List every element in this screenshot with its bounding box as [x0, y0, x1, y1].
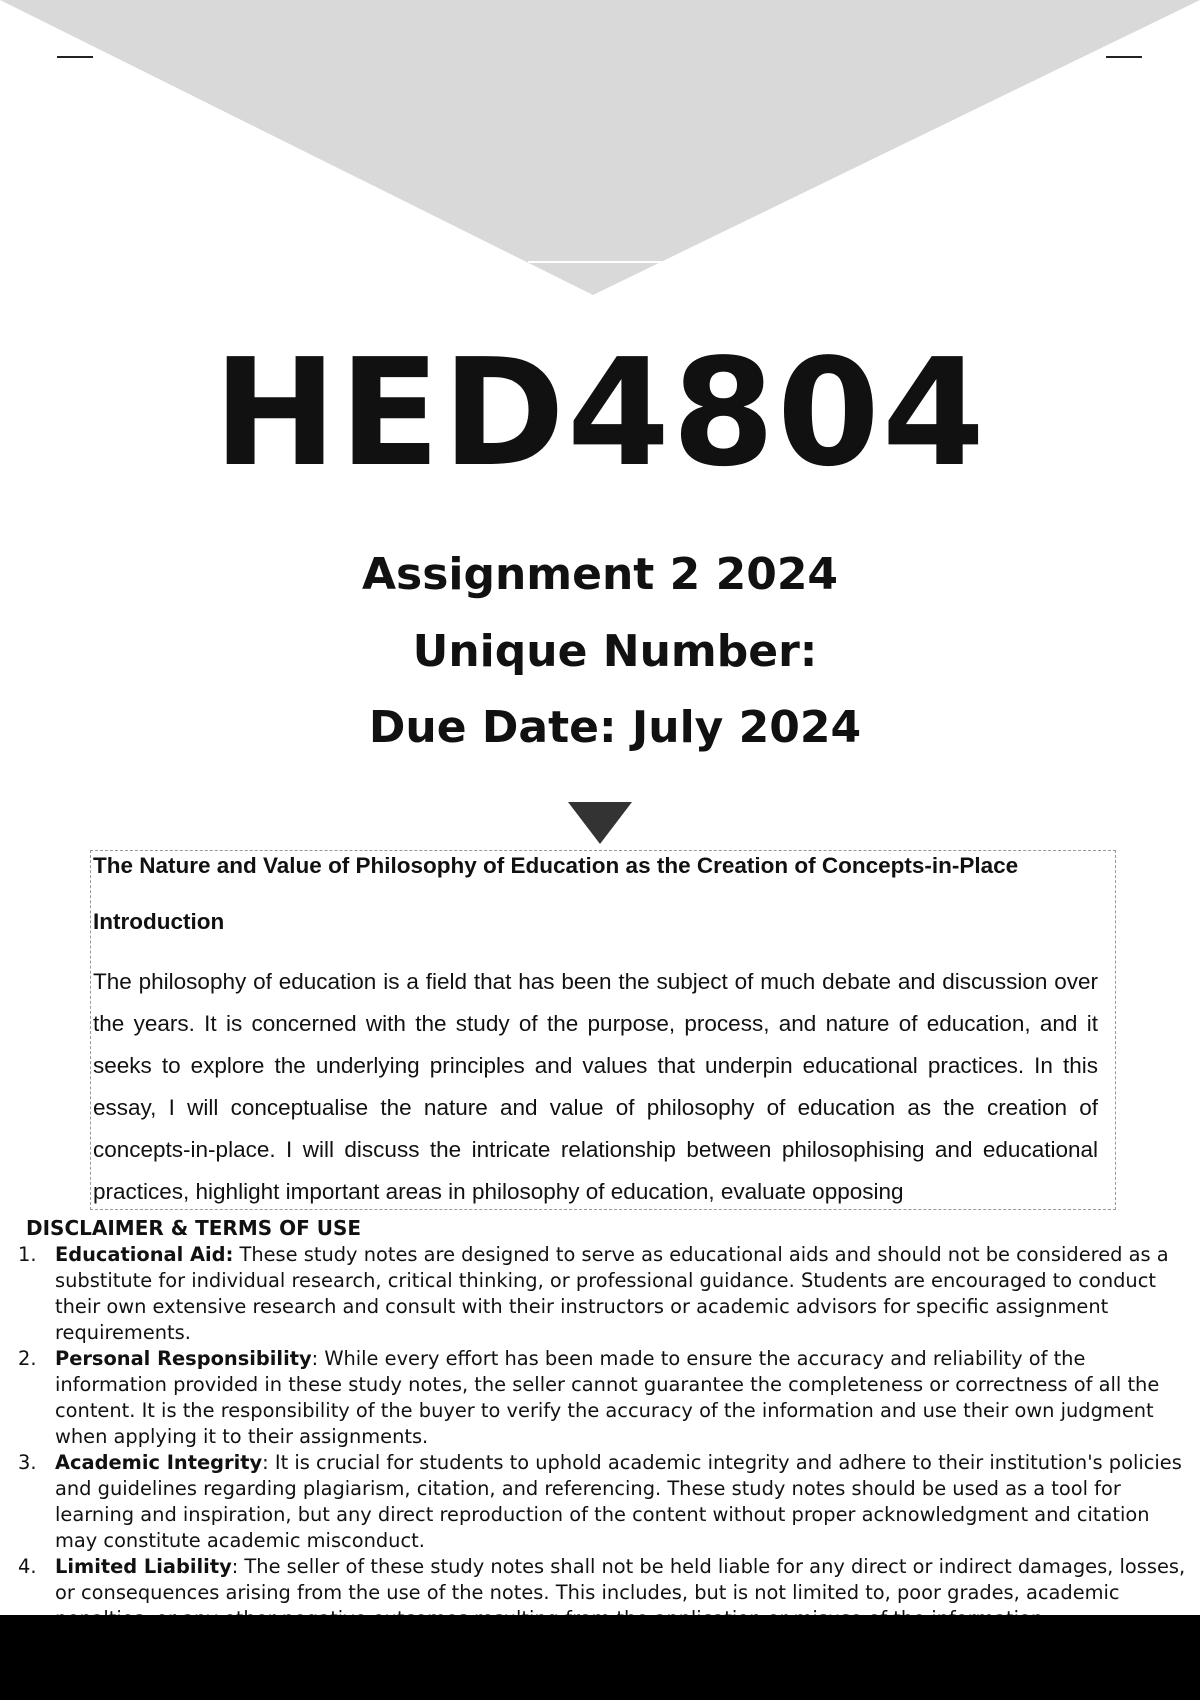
- list-number: 4.: [18, 1555, 37, 1578]
- disclaimer-item: [18, 1242, 1188, 1346]
- disclaimer-text: : The seller of these study notes shall not be held liable for any direct or indirect damages, losses, or consequences arising from the use of the notes. This includes, but is not limited to, poor grades, academic: [55, 1555, 1186, 1604]
- assignment-label: Assignment 2 2024: [361, 549, 839, 600]
- disclaimer-term: Personal Responsibility: [55, 1347, 312, 1370]
- disclaimer-term: Academic Integrity: [55, 1451, 263, 1474]
- disclaimer-text: These study notes are designed to serve as educational aids and should not be considered as a substitute for individual research, critical thinking, or professional guidance. Students are encouraged to conduct their own extensive research and consult with their instructors or academic advisors for specific assignment requirements.: [55, 1243, 1169, 1344]
- disclaimer-title: DISCLAIMER & TERMS OF USE: [26, 1216, 362, 1240]
- disclaimer-item: [18, 1450, 1188, 1554]
- unique-number-label: Unique Number:: [412, 626, 818, 677]
- disclaimer-list: [18, 1242, 1188, 1632]
- list-number: 3.: [18, 1451, 37, 1474]
- list-number: 2.: [18, 1347, 37, 1370]
- disclaimer-item: [18, 1346, 1188, 1450]
- decorative-chevron-banner: [0, 0, 1200, 300]
- document-excerpt: [90, 850, 1116, 1210]
- course-code-title: HED4804: [213, 327, 987, 499]
- excerpt-title: The Nature and Value of Philosophy of Education as the Creation of Concepts-in-Place: [93, 853, 1019, 878]
- disclaimer-text: : While every effort has been made to ensure the accuracy and reliability of the information provided in these study notes, the seller cannot guarantee the completeness or correctness of all the content. It is the responsibility of the buyer to verify the accuracy of the information and use their own judgment when applying it to their assignments.: [55, 1347, 1160, 1448]
- footer-black-bar: [0, 1615, 1200, 1700]
- disclaimer-term: Educational Aid:: [55, 1243, 234, 1266]
- down-arrow-icon: [568, 802, 632, 844]
- excerpt-heading: Introduction: [93, 909, 225, 934]
- corner-line-right: [1106, 56, 1142, 58]
- excerpt-paragraph: The philosophy of education is a field that has been the subject of much debate and discussion over the years. It is concerned with the study of the purpose, process, and nature of education, and it seeks to explore the underlying principles and values that underpin educational practices. In this essay, I will conceptualise the nature and value of philosophy of education as the creation of concepts-in-place. I will discuss the intricate relationship between philosophising and educational practices, highlight important areas in philosophy of education, evaluate opposing: [93, 969, 1098, 1204]
- due-date-label: Due Date: July 2024: [368, 702, 862, 753]
- list-number: 1.: [18, 1243, 37, 1266]
- disclaimer-text: : It is crucial for students to uphold academic integrity and adhere to their institution's policies and guidelines regarding plagiarism, citation, and referencing. These study notes should be used as a tool for learning and inspiration, but any direct reproduction of the content without proper acknowledgment and citation may constitute academic misconduct.: [55, 1451, 1182, 1552]
- corner-line-left: [57, 56, 93, 58]
- disclaimer-term: Limited Liability: [55, 1555, 232, 1578]
